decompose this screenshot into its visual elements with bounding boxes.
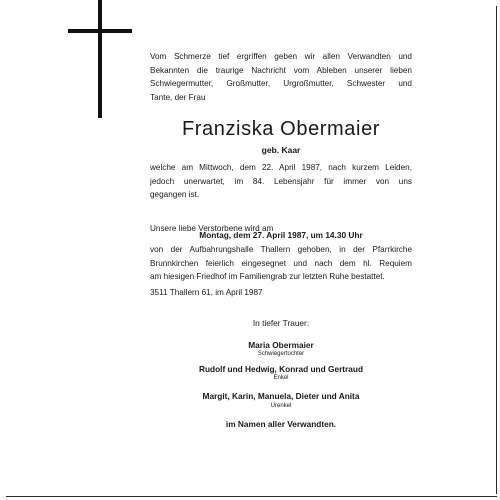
intro-line: Tante, der Frau bbox=[150, 92, 206, 102]
place-date: 3511 Thallern 61, im April 1987 bbox=[150, 288, 263, 297]
page-edge-right bbox=[496, 6, 497, 494]
mourner-names: Margit, Karin, Manuela, Dieter und Anita bbox=[202, 391, 360, 401]
mourner-names: Maria Obermaier bbox=[248, 340, 314, 350]
page-edge-bottom bbox=[6, 496, 497, 497]
funeral-line: am hiesigen Friedhof im Familiengrab zur letzten Ruhe bestattet. bbox=[150, 272, 385, 281]
death-paragraph bbox=[150, 161, 412, 202]
death-line: jedoch unerwartet, im 84. Lebensjahr für immer von uns bbox=[150, 176, 412, 186]
cross-vertical-bar bbox=[98, 0, 102, 118]
funeral-date-time: Montag, dem 27. April 1987, um 14.30 Uhr bbox=[199, 230, 363, 240]
mourning-header: In tiefer Trauer: bbox=[252, 318, 310, 328]
funeral-intro: Unsere liebe Verstorbene wird am bbox=[150, 224, 274, 233]
funeral-line: von der Aufbahrungshalle Thallern gehoben, in der Pfarrkirche bbox=[150, 245, 412, 254]
intro-line: Vom Schmerze tief ergriffen geben wir allen Verwandten und bbox=[150, 52, 412, 61]
mourner-role: Urenkel bbox=[270, 403, 292, 409]
death-line: welche am Mittwoch, dem 22. April 1987, nach kurzem Leiden, bbox=[150, 163, 412, 172]
deceased-name: Franziska Obermaier bbox=[181, 118, 381, 140]
closing-line: im Namen aller Verwandten. bbox=[225, 419, 337, 429]
mourner-role: Schwiegertochter bbox=[257, 351, 305, 357]
funeral-line: Brunnkirchen feierlich eingesegnet und nach dem hl. Requiem bbox=[150, 258, 412, 268]
intro-line: Bekannten die traurige Nachricht vom Ableben unserer lieben bbox=[150, 65, 412, 75]
intro-paragraph bbox=[150, 50, 412, 104]
death-line: gegangen ist. bbox=[150, 190, 200, 199]
mourner-role: Enkel bbox=[273, 375, 289, 381]
mourner-names: Rudolf und Hedwig, Konrad und Gertraud bbox=[198, 364, 364, 374]
cross-horizontal-bar bbox=[68, 29, 132, 33]
funeral-paragraph bbox=[150, 243, 412, 284]
intro-line: Schwiegermutter, Großmutter, Urgroßmutter, Schwester und bbox=[150, 79, 412, 88]
maiden-name: geb. Kaar bbox=[261, 145, 301, 155]
